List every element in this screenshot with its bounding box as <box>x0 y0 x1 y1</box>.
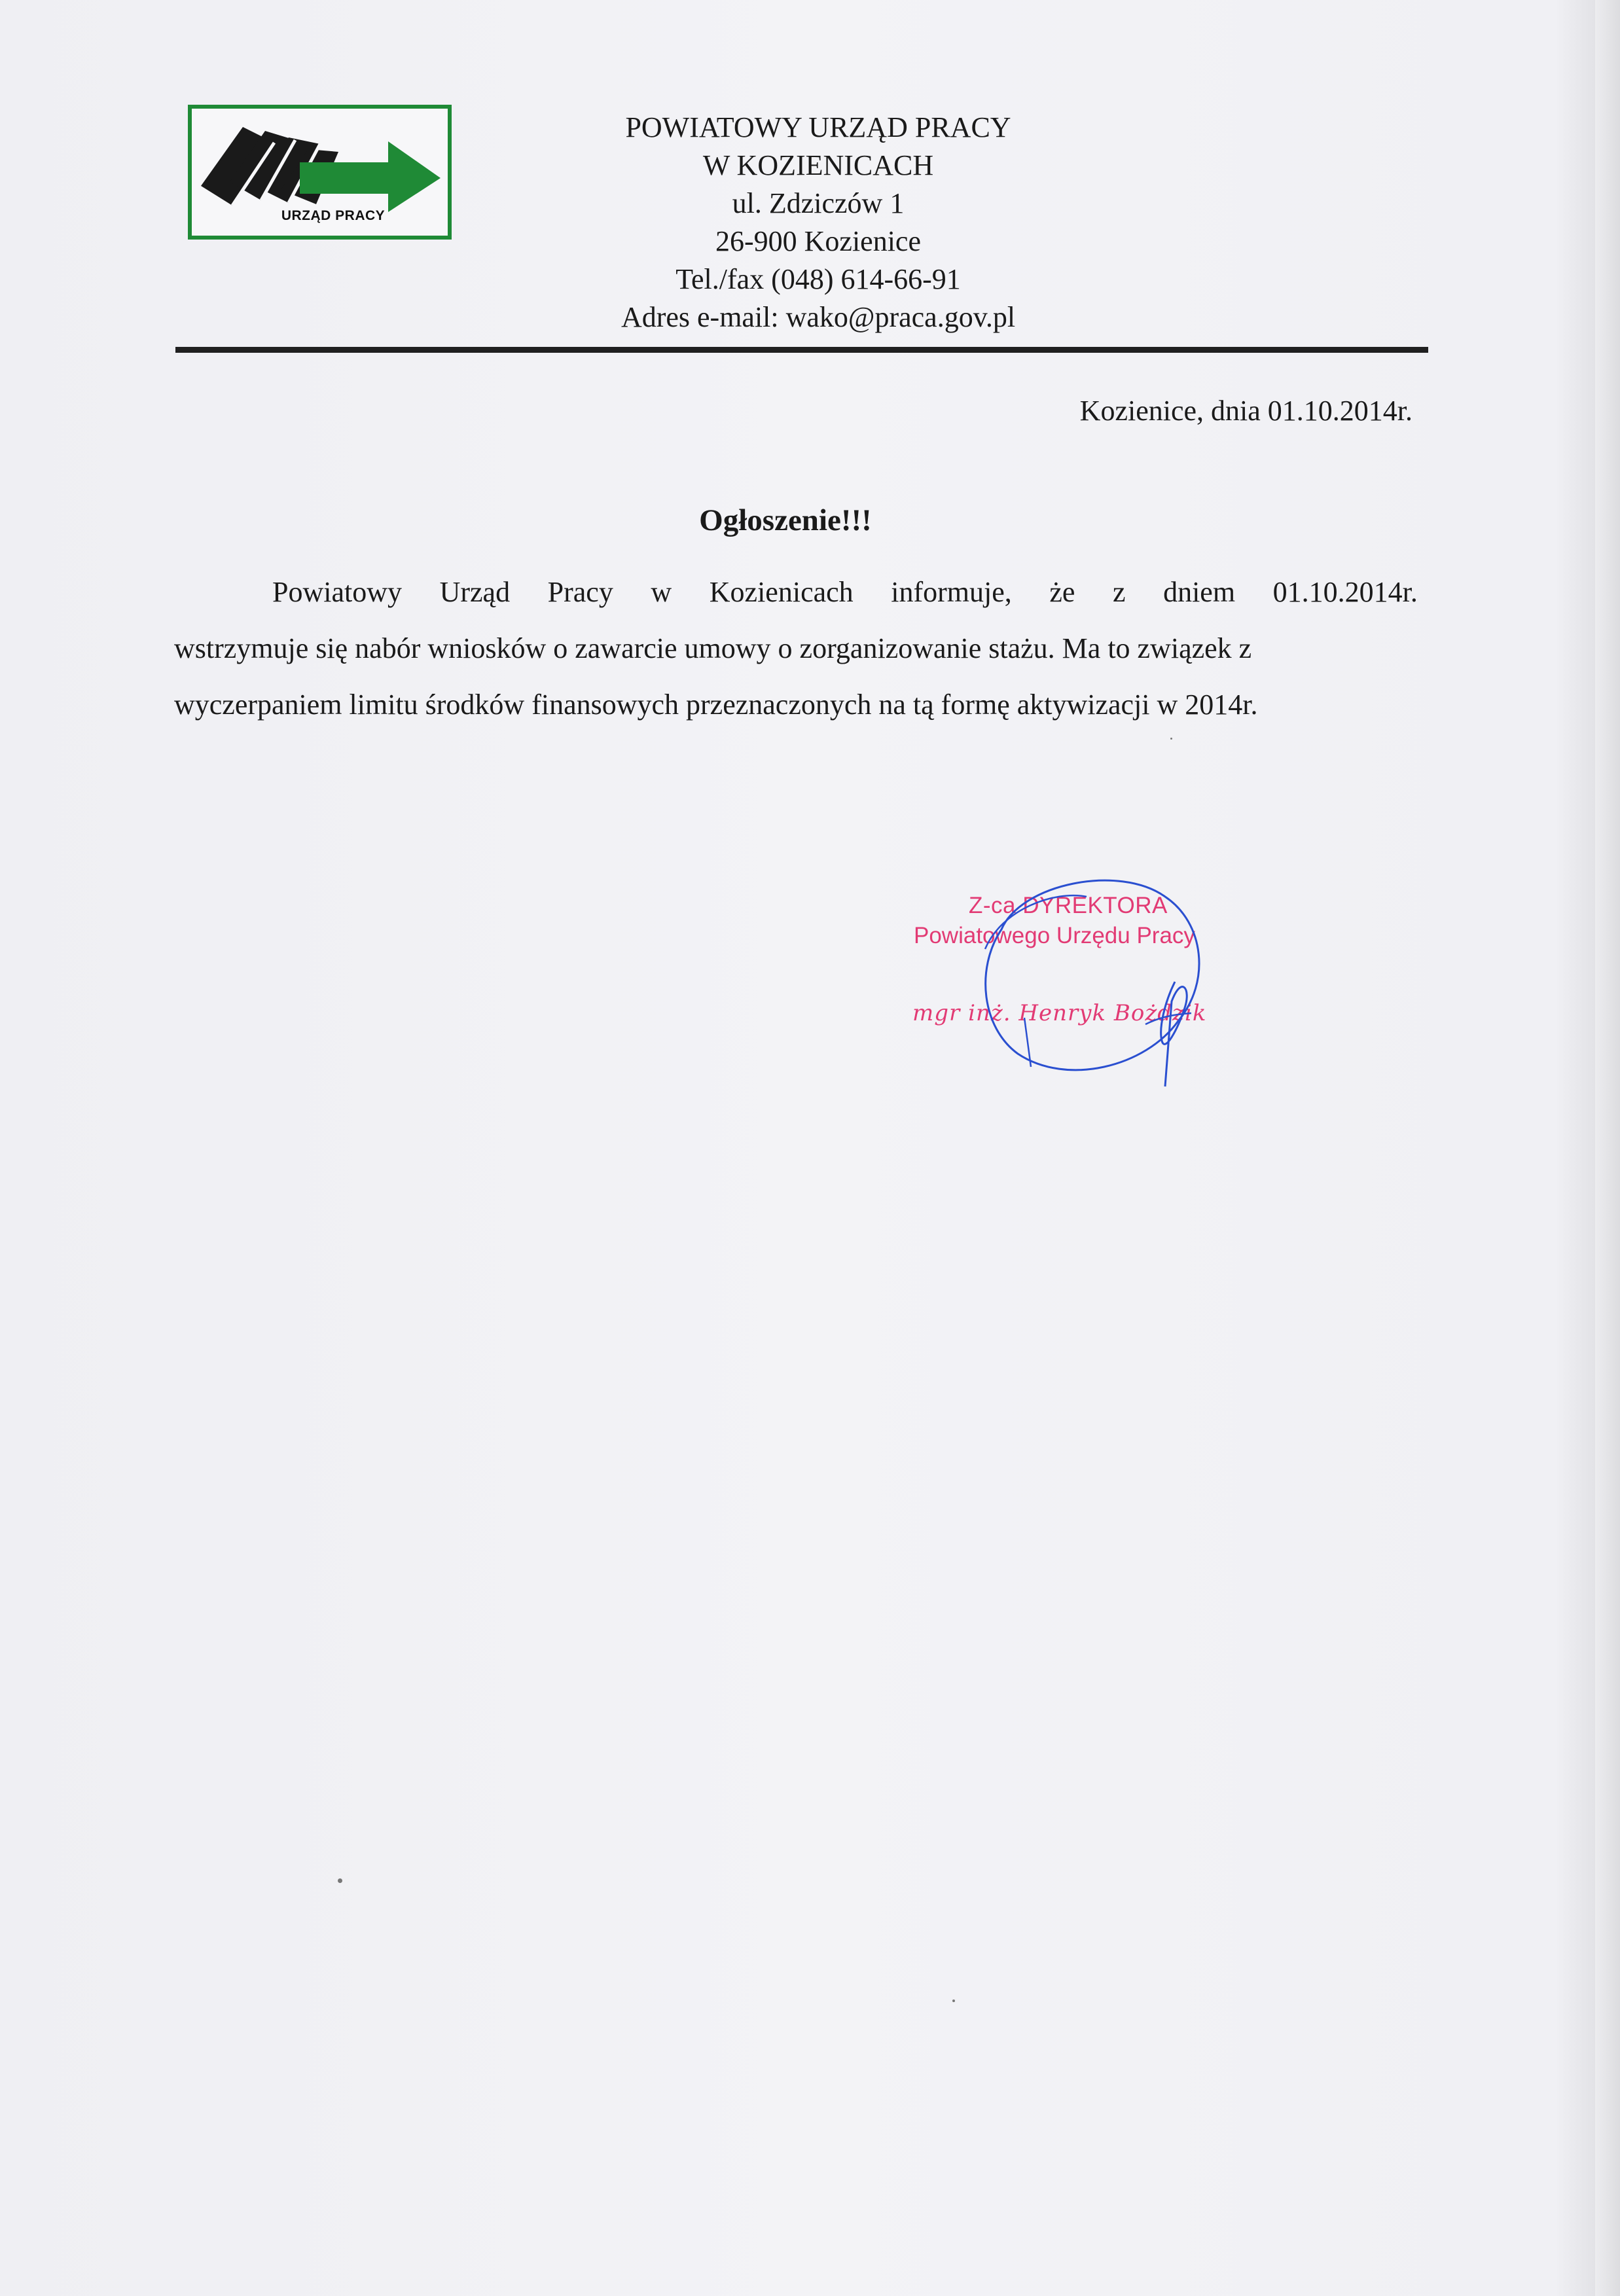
body-word: dniem <box>1163 576 1236 608</box>
letterhead <box>491 109 1145 336</box>
body-line-3: wyczerpaniem limitu środków finansowych przeznaczonych na tą formę aktywizacji w 2014r. <box>174 689 1258 721</box>
header-divider <box>175 347 1428 353</box>
director-stamp <box>903 870 1309 1106</box>
body-word: z <box>1112 576 1126 608</box>
office-phone: Tel./fax (048) 614-66-91 <box>675 263 961 295</box>
body-line-1 <box>174 564 1418 620</box>
body-word: Kozienicach <box>709 576 854 608</box>
body-word: informuje, <box>891 576 1012 608</box>
body-word: że <box>1049 576 1075 608</box>
body-word: Pracy <box>547 576 613 608</box>
office-name: POWIATOWY URZĄD PRACY <box>625 111 1011 143</box>
stamp-office: Powiatowego Urzędu Pracy <box>914 923 1195 948</box>
handwritten-signature-icon <box>903 870 1309 1106</box>
urzad-pracy-logo <box>188 105 452 240</box>
office-email: Adres e-mail: wako@praca.gov.pl <box>621 301 1016 333</box>
office-postcode: 26-900 Kozienice <box>715 225 921 257</box>
body-word: Urząd <box>439 576 511 608</box>
announcement-title: Ogłoszenie!!! <box>699 503 872 537</box>
page-edge-shadow <box>1595 0 1620 2296</box>
stamp-position: Z-ca DYREKTORA <box>969 893 1168 918</box>
scan-speck <box>1170 738 1172 740</box>
scan-speck <box>952 2000 955 2002</box>
stamp-signatory: mgr inż. Henryk Bożdzik <box>912 1000 1207 1026</box>
body-line-2: wstrzymuje się nabór wniosków o zawarcie umowy o zorganizowanie stażu. Ma to związek z <box>174 632 1252 664</box>
office-street: ul. Zdziczów 1 <box>732 187 905 219</box>
document-date: Kozienice, dnia 01.10.2014r. <box>1079 395 1413 427</box>
scan-speck <box>338 1878 342 1883</box>
announcement-body <box>174 564 1418 733</box>
body-word: 01.10.2014r. <box>1272 576 1418 608</box>
body-word: w <box>651 576 672 608</box>
body-word: Powiatowy <box>272 576 402 608</box>
logo-text: URZĄD PRACY <box>281 208 386 223</box>
office-city: W KOZIENICACH <box>702 149 934 181</box>
